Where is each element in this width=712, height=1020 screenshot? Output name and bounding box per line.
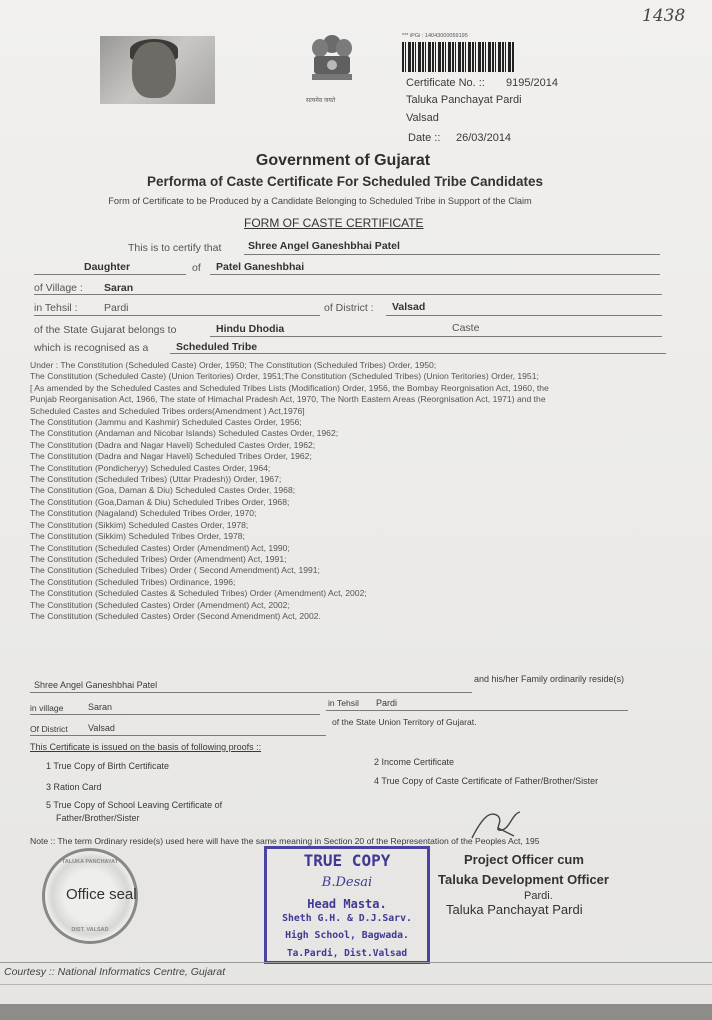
order-line: The Constitution (Scheduled Castes) Order (Amendment) Act, 2002; (30, 599, 290, 610)
proof-5: 5 True Copy of School Leaving Certificate of (46, 800, 223, 810)
seal-ring-bottom: DIST. VALSAD (71, 927, 109, 933)
constitution-orders (30, 360, 690, 622)
order-line: Scheduled Castes and Scheduled Tribes orders(Amendment ) Act,1976] (30, 405, 305, 416)
certificate-no: 9195/2014 (506, 77, 558, 89)
proof-4: 4 True Copy of Caste Certificate of Father/Brother/Sister (374, 776, 599, 786)
of-label: of (192, 262, 201, 274)
order-line: The Constitution (Scheduled Caste) (Union Teritories) Order, 1951;The Constitution (Scheduled Tribes) (Union Teritories) Order, 1951; (30, 371, 539, 382)
order-line: The Constitution (Scheduled Castes & Scheduled Tribes) Order (Amendment) Act, 2002; (30, 588, 367, 599)
village: Saran (104, 282, 134, 294)
order-line: [ As amended by the Scheduled Castes and Scheduled Tribes Lists (Modification) Order, 1956, the Bombay Reorgnisation Act, 1960, the (30, 382, 549, 393)
residence-tehsil: Pardi (376, 698, 398, 708)
certify-label: This is to certify that (128, 242, 222, 254)
residence-name: Shree Angel Ganeshbhai Patel (34, 680, 158, 690)
order-line: The Constitution (Goa, Daman & Diu) Scheduled Castes Order, 1968; (30, 485, 296, 496)
page-subtitle: Performa of Caste Certificate For Scheduled Tribe Candidates (146, 174, 544, 189)
relation: Daughter (84, 261, 131, 273)
recognised-as: Scheduled Tribe (176, 341, 258, 353)
order-line: The Constitution (Goa,Daman & Diu) Scheduled Tribes Order, 1968; (30, 496, 290, 507)
proof-5-cont: Father/Brother/Sister (56, 813, 140, 823)
office-line1: Taluka Panchayat Pardi (406, 94, 522, 106)
certificate-date: 26/03/2014 (456, 132, 512, 144)
footer-courtesy: Courtesy :: National Informatics Centre, Gujarat (4, 966, 226, 978)
order-line: The Constitution (Pondicheryy) Scheduled Castes Order, 1964; (30, 462, 271, 473)
handwritten-number: 1438 (642, 6, 686, 26)
order-line: The Constitution (Scheduled Tribes) Ordinance, 1996; (30, 576, 236, 587)
officer-signature-icon (468, 808, 528, 844)
residence-district-label: Of District (30, 724, 68, 734)
form-heading: FORM OF CASTE CERTIFICATE (244, 216, 424, 230)
note-text: Note :: The term Ordinary reside(s) used here will have the same meaning in Section 20 of the Representation of the Peoples Act, 195 (30, 836, 540, 846)
officer-line3: Pardi. (524, 890, 553, 902)
officer-line4: Taluka Panchayat Pardi (446, 902, 583, 917)
officer-line2: Taluka Development Officer (438, 872, 609, 887)
order-line: The Constitution (Scheduled Tribes) (Uttar Pradesh)) Order, 1967; (30, 474, 282, 485)
caste: Hindu Dhodia (216, 323, 285, 335)
family-text: and his/her Family ordinarily reside(s) (474, 674, 625, 684)
recognised-label: which is recognised as a (34, 342, 149, 354)
true-copy-stamp (264, 846, 430, 964)
barcode-caption: *** iPGi : 14043000059195 (402, 33, 468, 39)
emblem-caption: सत्यमेव जयते (306, 98, 336, 104)
order-line: The Constitution (Scheduled Castes) Order (Amendment) Act, 1990; (30, 542, 290, 553)
order-line: The Constitution (Scheduled Tribes) Order ( Second Amendment) Act, 1991; (30, 565, 320, 576)
parent-name: Patel Ganeshbhai (216, 261, 305, 273)
stamp-true-copy: TRUE COPY (303, 851, 391, 870)
order-line: The Constitution (Nagaland) Scheduled Tribes Order, 1970; (30, 508, 257, 519)
tehsil: Pardi (104, 302, 129, 314)
order-line: The Constitution (Scheduled Castes) Order (Second Amendment) Act, 2002. (30, 610, 321, 621)
barcode (402, 42, 514, 72)
stamp-head-master: Head Masta. (307, 897, 387, 911)
stamp-school-1: Sheth G.H. & D.J.Sarv. (282, 913, 412, 924)
certificate-no-label: Certificate No. :: (406, 77, 485, 89)
officer-line1: Project Officer cum (464, 852, 584, 867)
office-line2: Valsad (406, 112, 439, 124)
seal-ring-top: TALUKA PANCHAYAT (61, 859, 119, 865)
order-line: The Constitution (Andaman and Nicobar Islands) Scheduled Castes Order, 1962; (30, 428, 339, 439)
national-emblem-icon (306, 32, 358, 90)
order-line: The Constitution (Dadra and Nagar Haveli) Scheduled Tribes Order, 1962; (30, 451, 312, 462)
district-label: of District : (324, 302, 374, 314)
order-line: The Constitution (Jammu and Kashmir) Scheduled Castes Order, 1956; (30, 417, 302, 428)
order-line: Punjab Reorganisation Act, 1966, The state of Himachal Pradesh Act, 1970, The North Eastern Areas (Reorgnisation Act, 1971) and the (30, 394, 546, 405)
caste-suffix: Caste (452, 322, 480, 334)
village-label: of Village : (34, 282, 83, 294)
residence-village: Saran (88, 702, 113, 712)
residence-village-label: in village (30, 703, 64, 713)
state-label: of the State Gujarat belongs to (34, 324, 177, 336)
order-line: The Constitution (Sikkim) Scheduled Castes Order, 1978; (30, 519, 249, 530)
tehsil-label: in Tehsil : (34, 302, 78, 314)
residence-district: Valsad (88, 723, 115, 733)
page-title: Government of Gujarat (255, 152, 431, 169)
stamp-signature: B.Desai (321, 875, 373, 890)
stamp-school-3: Ta.Pardi, Dist.Valsad (286, 948, 408, 959)
page-subtitle-2: Form of Certificate to be Produced by a Candidate Belonging to Scheduled Tribe in Support of the Claim (108, 196, 532, 206)
proof-3: 3 Ration Card (46, 782, 102, 792)
order-line: Under : The Constitution (Scheduled Caste) Order, 1950; The Constitution (Scheduled Tribes) Order, 1950; (30, 360, 437, 370)
office-seal-label: Office seal (66, 886, 137, 903)
proof-1: 1 True Copy of Birth Certificate (46, 761, 170, 771)
candidate-name: Shree Angel Ganeshbhai Patel (248, 240, 400, 252)
order-line: The Constitution (Scheduled Tribes) Order (Amendment) Act, 1991; (30, 553, 287, 564)
date-label: Date :: (408, 132, 441, 144)
candidate-photo (100, 36, 215, 104)
residence-tehsil-label: in Tehsil (328, 698, 359, 708)
proofs-heading: This Certificate is issued on the basis of following proofs :: (30, 742, 262, 752)
residence-state-text: of the State Union Territory of Gujarat. (332, 717, 477, 727)
order-line: The Constitution (Sikkim) Scheduled Tribes Order, 1978; (30, 531, 245, 542)
stamp-school-2: High School, Bagwada. (285, 930, 409, 941)
district: Valsad (392, 301, 426, 313)
proof-2: 2 Income Certificate (374, 757, 455, 767)
order-line: The Constitution (Dadra and Nagar Haveli) Scheduled Castes Order, 1962; (30, 439, 316, 450)
